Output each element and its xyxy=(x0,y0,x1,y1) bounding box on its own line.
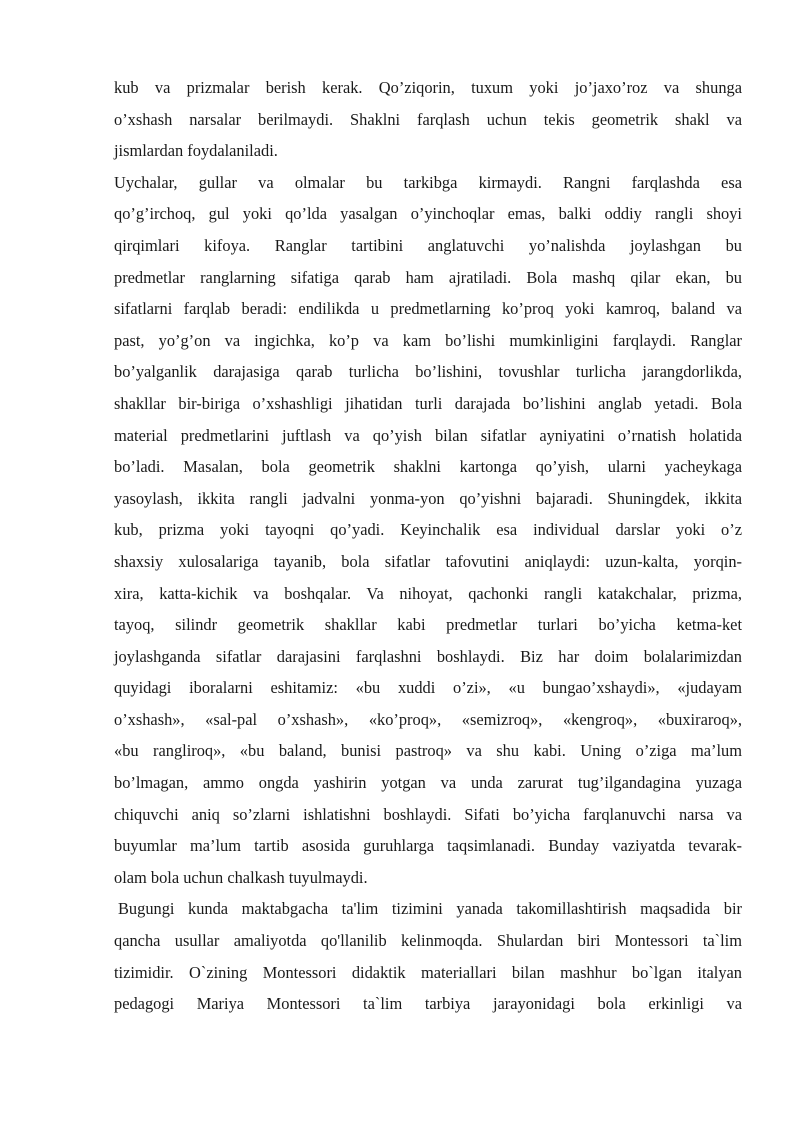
text-line: bo’ladi. Masalan, bola geometrik shaklni kartonga qo’yish, ularni yacheykaga xyxy=(114,457,742,477)
text-line: shaxsiy xulosalariga tayanib, bola sifatlar tafovutini aniqlaydi: uzun-kalta, yorqin- xyxy=(114,551,742,571)
text-line: kub, prizma yoki tayoqni qo’yadi. Keyinchalik esa individual darslar yoki o’z xyxy=(114,520,742,540)
text-line: Uychalar, gullar va olmalar bu tarkibga kirmaydi. Rangni farqlashda esa xyxy=(114,172,742,192)
text-line: jismlardan foydalaniladi. xyxy=(114,141,278,161)
text-line: olam bola uchun chalkash tuyulmaydi. xyxy=(114,867,368,887)
text-line: qo’g’irchoq, gul yoki qo’lda yasalgan o’yinchoqlar emas, balki oddiy rangli shoyi xyxy=(114,204,742,224)
text-line: qancha usullar amaliyotda qo'llanilib kelinmoqda. Shulardan biri Montessori ta`lim xyxy=(114,931,742,951)
text-line: qirqimlari kifoya. Ranglar tartibini anglatuvchi yo’nalishda joylashgan bu xyxy=(114,235,742,255)
text-line: past, yo’g’on va ingichka, ko’p va kam bo’lishi mumkinligini farqlaydi. Ranglar xyxy=(114,330,742,350)
text-line: tizimidir. O`zining Montessori didaktik materiallari bilan mashhur bo`lgan italyan xyxy=(114,962,742,982)
text-line: Bugungi kunda maktabgacha ta'lim tizimini yanada takomillashtirish maqsadida bir xyxy=(118,899,742,919)
text-line: tayoq, silindr geometrik shakllar kabi predmetlar turlari bo’yicha ketma-ket xyxy=(114,615,742,635)
text-line: sifatlarni farqlab beradi: endilikda u predmetlarning ko’proq yoki kamroq, baland va xyxy=(114,299,742,319)
paragraph-3 xyxy=(114,893,742,1019)
text-line: yasoylash, ikkita rangli jadvalni yonma-yon qo’yishni bajaradi. Shuningdek, ikkita xyxy=(114,488,742,508)
text-line: shakllar bir-biriga o’xshashligi jihatidan turli darajada bo’lishini anglab yetadi. Bola xyxy=(114,393,742,413)
text-line: o’xshash», «sal-pal o’xshash», «ko’proq», «semizroq», «kengroq», «buxiraroq», xyxy=(114,709,742,729)
text-line: bo’yalganlik darajasiga qarab turlicha bo’lishini, tovushlar turlicha jarangdorlikda, xyxy=(114,362,742,382)
text-line: joylashganda sifatlar darajasini farqlashni boshlaydi. Biz har doim bolalarimizdan xyxy=(114,646,742,666)
text-line: predmetlar ranglarning sifatiga qarab ham ajratiladi. Bola mashq qilar ekan, bu xyxy=(114,267,742,287)
paragraph-2 xyxy=(114,167,742,894)
text-line: bo’lmagan, ammo ongda yashirin yotgan va unda zarurat tug’ilgandagina yuzaga xyxy=(114,773,742,793)
text-line: kub va prizmalar berish kerak. Qo’ziqorin, tuxum yoki jo’jaxo’roz va shunga xyxy=(114,78,742,97)
document-page xyxy=(114,72,742,1020)
text-line: chiquvchi aniq so’zlarni ishlatishni boshlaydi. Sifati bo’yicha farqlanuvchi narsa va xyxy=(114,804,742,824)
text-line: o’xshash narsalar berilmaydi. Shaklni farqlash uchun tekis geometrik shakl va xyxy=(114,109,742,129)
text-line: xira, katta-kichik va boshqalar. Va nihoyat, qachonki rangli katakchalar, prizma, xyxy=(114,583,742,603)
text-line: material predmetlarini juftlash va qo’yish bilan sifatlar ayniyatini o’rnatish holatida xyxy=(114,425,742,445)
text-line: pedagogi Mariya Montessori ta`lim tarbiya jarayonidagi bola erkinligi va xyxy=(114,994,742,1014)
paragraph-1 xyxy=(114,72,742,167)
text-line: quyidagi iboralarni eshitamiz: «bu xuddi o’zi», «u bungao’xshaydi», «judayam xyxy=(114,678,742,698)
text-line: «bu rangliroq», «bu baland, bunisi pastroq» va shu kabi. Uning o’ziga ma’lum xyxy=(114,741,742,761)
text-line: buyumlar ma’lum tartib asosida guruhlarga taqsimlanadi. Bunday vaziyatda tevarak- xyxy=(114,836,742,856)
